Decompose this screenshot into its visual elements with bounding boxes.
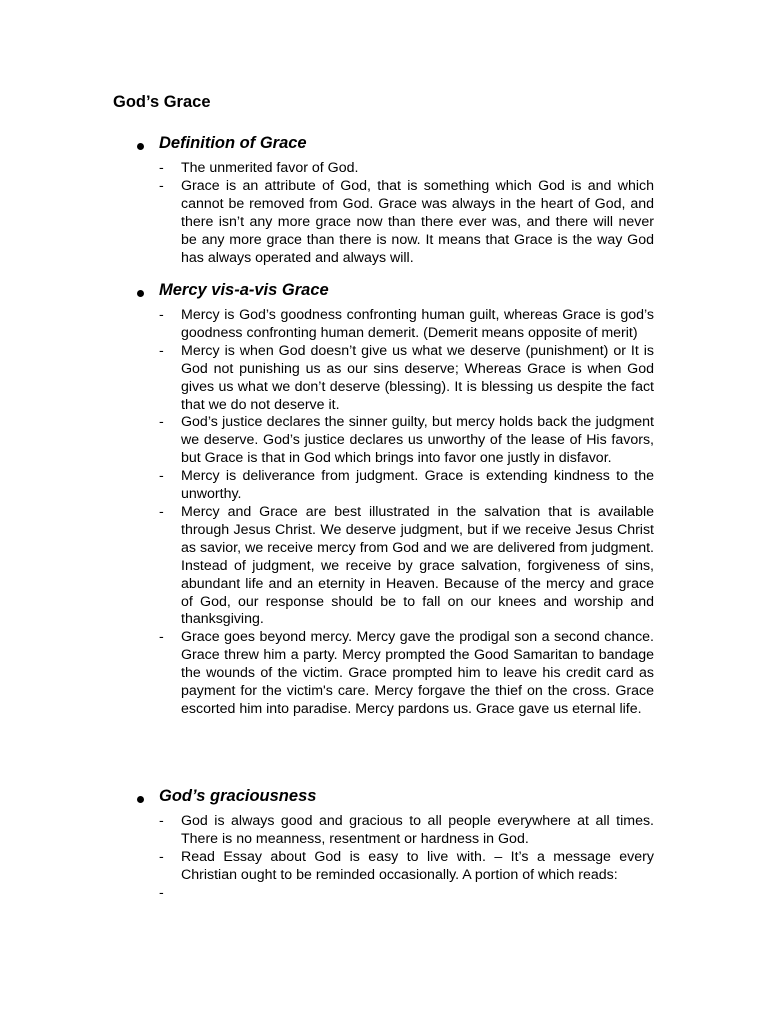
- dash-marker: -: [159, 503, 164, 520]
- dash-marker: -: [159, 884, 164, 901]
- section-definition-of-grace: [0, 134, 768, 267]
- list-item: [0, 629, 654, 719]
- dash-marker: -: [159, 468, 164, 485]
- list-item: [0, 504, 654, 629]
- dash-marker: -: [159, 307, 164, 323]
- dash-marker: -: [159, 160, 164, 176]
- section-list: [0, 160, 768, 267]
- dash-marker: -: [159, 629, 164, 646]
- section-heading: Mercy vis-a-vis Grace: [159, 281, 329, 299]
- list-item: [0, 160, 654, 178]
- dash-marker: -: [159, 813, 164, 829]
- dash-marker: -: [159, 342, 164, 359]
- section-gods-graciousness: [0, 787, 768, 903]
- list-item: [0, 178, 654, 268]
- dash-marker: -: [159, 177, 164, 194]
- section-header: [0, 787, 768, 813]
- list-item: [0, 885, 654, 903]
- section-mercy-vs-grace: [0, 281, 768, 719]
- list-item: [0, 343, 654, 415]
- list-item-text: Mercy is deliverance from judgment. Grace is extending kindness to the unworthy.: [181, 468, 654, 503]
- list-item-text: God’s justice declares the sinner guilty, but mercy holds back the judgment we deserve. God’s justice declares us unworthy of the lease of His favors, but Grace is that in God which brings into favor one justly in disfavor.: [181, 414, 654, 467]
- section-header: [0, 281, 768, 307]
- list-item: [0, 849, 654, 885]
- bullet-icon: [137, 796, 144, 803]
- list-item: [0, 468, 654, 504]
- list-item-text: Grace goes beyond mercy. Mercy gave the prodigal son a second chance. Grace threw him a party. Mercy prompted the Good Samaritan to bandage the wounds of the victim. Grace prompted him to leave his credit card as payment for the victim's care. Mercy forgave the thief on the cross. Grace escorted him into paradise. Mercy pardons us. Grace gave us eternal life.: [181, 629, 654, 717]
- list-item: [0, 307, 654, 343]
- list-item-text: Mercy is when God doesn’t give us what we deserve (punishment) or It is God not punishing us as our sins deserve; Whereas Grace is when God gives us what we don’t deserve (blessing). It is blessing us despite the fact that we do not deserve it.: [181, 342, 654, 413]
- list-item: [0, 813, 654, 849]
- list-item-text: Read Essay about God is easy to live with. – It’s a message every Christian ought to be reminded occasionally. A portion of which reads:: [181, 848, 654, 883]
- list-item-text: Grace is an attribute of God, that is something which God is and which cannot be removed from God. Grace was always in the heart of God, and there isn’t any more grace now than there ever was, and there will never be any more grace than there is now. It means that Grace is the way God has always operated and always will.: [181, 177, 654, 266]
- bullet-icon: [137, 290, 144, 297]
- list-item: [0, 414, 654, 468]
- list-item-text: [181, 885, 654, 903]
- list-item-text: God is always good and gracious to all people everywhere at all times. There is no meanness, resentment or hardness in God.: [181, 813, 654, 847]
- dash-marker: -: [159, 848, 164, 865]
- dash-marker: -: [159, 414, 164, 431]
- list-item-text: Mercy and Grace are best illustrated in the salvation that is available through Jesus Christ. We deserve judgment, but if we receive Jesus Christ as savior, we receive mercy from God and we are delivered from judgment. Instead of judgment, we receive by grace salvation, forgiveness of sins, abundant life and an eternity in Heaven. Because of the mercy and grace of God, our response should be to fall on our knees and worship and thanksgiving.: [181, 503, 654, 628]
- section-list: [0, 813, 768, 903]
- section-heading: God’s graciousness: [159, 787, 317, 805]
- section-list: [0, 307, 768, 719]
- document-title: God’s Grace: [113, 93, 211, 111]
- section-header: [0, 134, 768, 160]
- bullet-icon: [137, 143, 144, 150]
- list-item-text: The unmerited favor of God.: [181, 160, 359, 176]
- section-heading: Definition of Grace: [159, 134, 307, 152]
- list-item-text: Mercy is God’s goodness confronting human guilt, whereas Grace is god’s goodness confronting human demerit. (Demerit means opposite of merit): [181, 307, 654, 341]
